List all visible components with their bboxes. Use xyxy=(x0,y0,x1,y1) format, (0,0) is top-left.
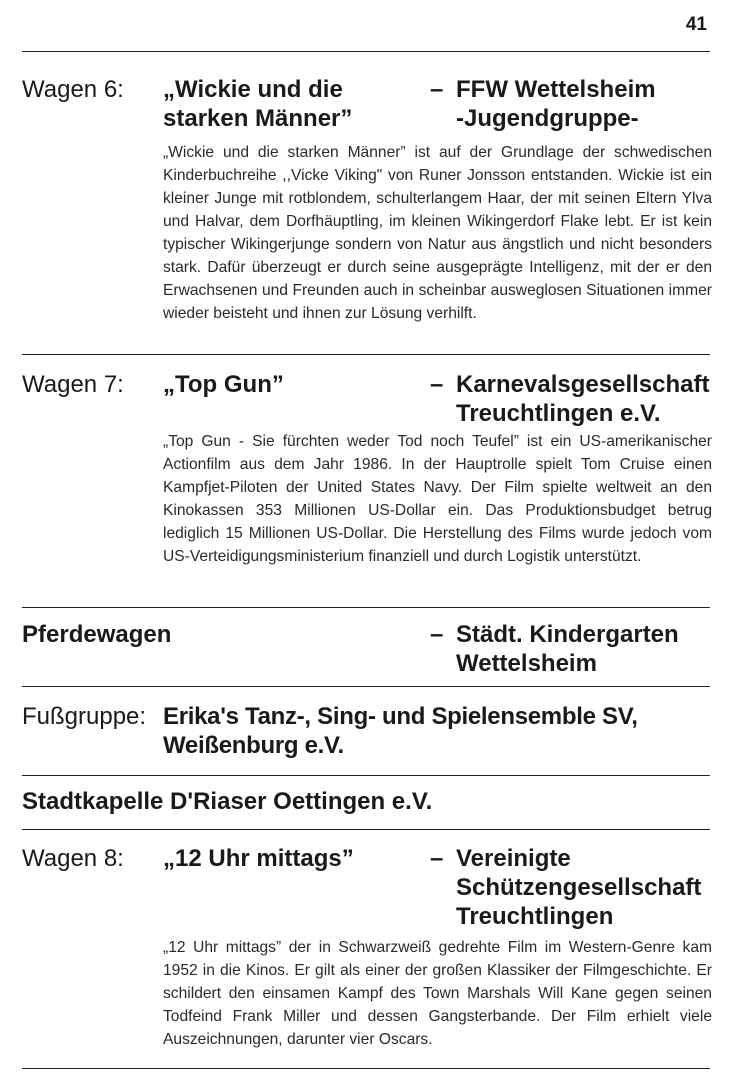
org-line xyxy=(430,844,720,873)
entry-label: Wagen 8: xyxy=(22,845,124,872)
entry-label: Fußgruppe: xyxy=(22,703,147,730)
divider-rule xyxy=(22,775,710,776)
entry-label: Wagen 6: xyxy=(22,76,124,103)
dash-glyph: – xyxy=(430,76,444,103)
entry-title-line: starken Männer” xyxy=(163,105,353,132)
entry-description: „Wickie und die starken Männer” ist auf der Grundlage der schwedischen Kinderbuchreihe ,,Vicke Viking" von Runer Jonsson entstanden. Wickie ist ein kleiner Junge mit rotblondem, schulterlangem Haar, der mit seinen Eltern Ylva und Halvar, dem Dorfhäuptling, im kleinen Wikingerdorf Flake lebt. Er ist kein typischer Wikingerjunge sondern von Natur aus ängstlich und nicht besonders stark. Dafür überzeugt er durch seine ausgeprägte Intelligenz, mit der er den Erwachsenen und Freunden auch in scheinbar ausweglosen Situationen immer wieder beisteht und ihnen zur Lösung verhilft. xyxy=(163,144,712,322)
entry-title-line: Erika's Tanz-, Sing- und Spielensemble SV, xyxy=(163,703,638,730)
org-line xyxy=(430,75,720,104)
org-line: Treuchtlingen e.V. xyxy=(456,400,661,427)
entry-title-line: „12 Uhr mittags” xyxy=(163,845,354,872)
dash-glyph: – xyxy=(430,845,444,872)
entry-title xyxy=(163,844,433,873)
entry-title-line: „Wickie und die xyxy=(163,76,343,103)
org-line: Wettelsheim xyxy=(456,650,597,677)
divider-rule xyxy=(22,51,710,52)
entry-label: Wagen 7: xyxy=(22,371,124,398)
divider-rule xyxy=(22,354,710,355)
entry-title: Stadtkapelle D'Riaser Oettingen e.V. xyxy=(22,788,433,815)
entry-organization xyxy=(430,75,720,133)
org-line: -Jugendgruppe- xyxy=(456,105,639,132)
dash-glyph: – xyxy=(430,371,444,398)
entry-description: „Top Gun - Sie fürchten weder Tod noch Teufel” ist ein US-amerikanischer Actionfilm aus dem Jahr 1986. In der Hauptrolle spielt Tom Cruise einen Kampfjet-Piloten der United States Navy. Der Film spielte weltweit an den Kinokassen 353 Millionen US-Dollar ein. Das Produktionsbudget betrug lediglich 15 Millionen US-Dollar. Die Herstellung des Films wurde jedoch vom US-Verteidigungsministerium finanziell und durch Logistik unterstützt. xyxy=(163,433,712,565)
org-line: Treuchtlingen xyxy=(456,903,614,930)
divider-rule xyxy=(22,1068,710,1069)
dash-glyph: – xyxy=(430,621,444,648)
entry-organization xyxy=(430,620,720,678)
entry-title: Pferdewagen xyxy=(22,621,172,648)
entry-title xyxy=(163,702,723,760)
entry-title xyxy=(163,370,433,399)
org-line: Schützengesellschaft xyxy=(456,874,702,901)
entry-organization xyxy=(430,844,720,931)
entry-description: „12 Uhr mittags” der in Schwarzweiß gedrehte Film im Western-Genre kam 1952 in die Kinos. Er gilt als einer der großen Klassiker der Filmgeschichte. Er schildert den einsamen Kampf des Town Marshals Will Kane gegen seinen Todfeind Frank Miller und dessen Gangsterbande. Der Film erhielt viele Auszeichnungen, darunter vier Oscars. xyxy=(163,939,712,1048)
org-line xyxy=(430,370,720,399)
org-line-text: FFW Wettelsheim xyxy=(456,76,656,103)
entry-title xyxy=(163,75,433,133)
divider-rule xyxy=(22,829,710,830)
org-line-text: Karnevalsgesellschaft xyxy=(456,371,710,398)
entry-title-line: Weißenburg e.V. xyxy=(163,732,344,759)
org-line xyxy=(430,620,720,649)
entry-title-line: „Top Gun” xyxy=(163,371,284,398)
page-number: 41 xyxy=(685,14,707,35)
org-line-text: Städt. Kindergarten xyxy=(456,621,679,648)
divider-rule xyxy=(22,686,710,687)
entry-organization xyxy=(430,370,720,428)
divider-rule xyxy=(22,607,710,608)
org-line-text: Vereinigte xyxy=(456,845,571,872)
